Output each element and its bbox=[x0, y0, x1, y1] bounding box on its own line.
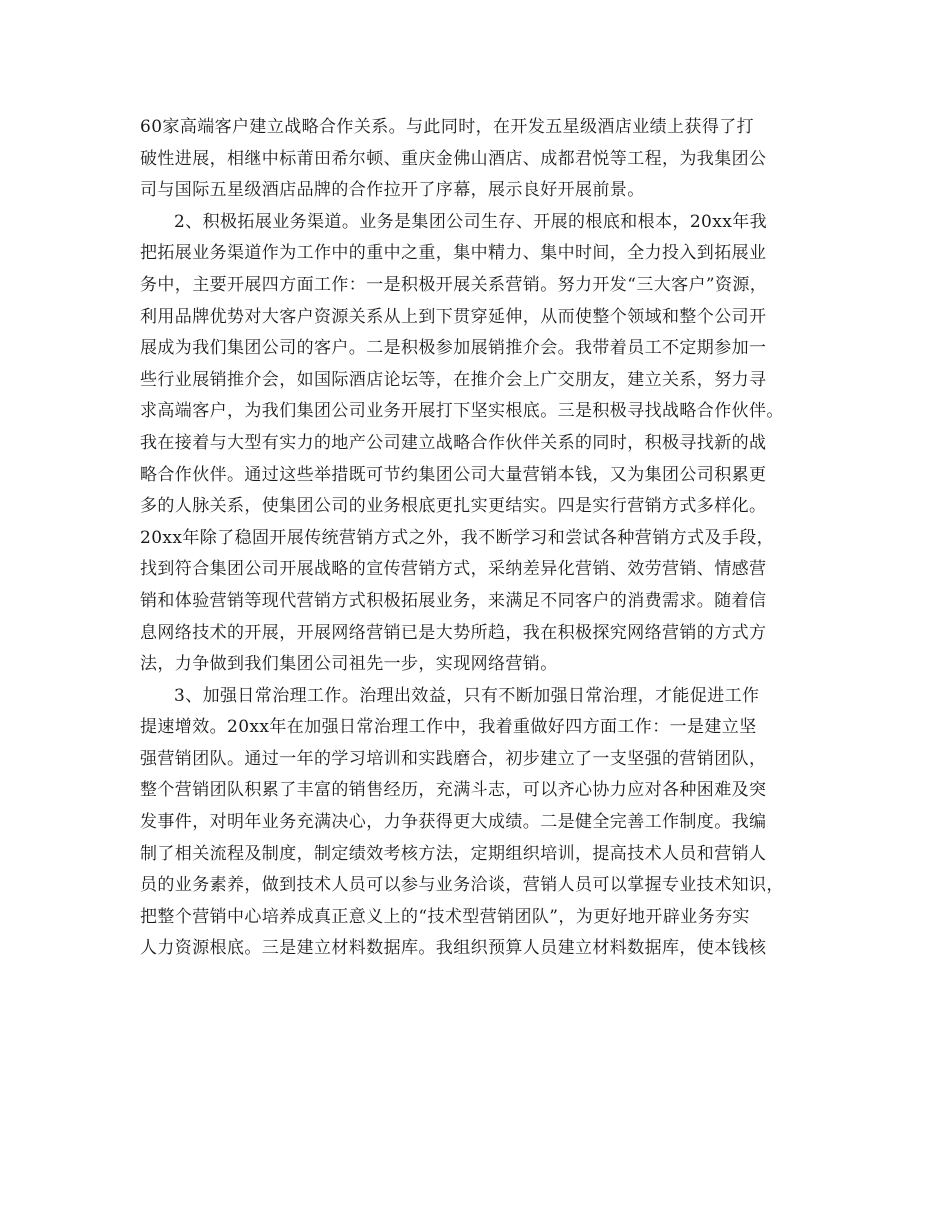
document-body bbox=[140, 112, 826, 965]
text-line: 找到符合集团公司开展战略的宣传营销方式，采纳差异化营销、效劳营销、情感营 bbox=[140, 559, 767, 580]
text-line: 把整个营销中心培养成真正意义上的“技术型营销团队”，为更好地开辟业务夯实 bbox=[140, 906, 750, 927]
paragraph-heading-line: 2、积极拓展业务渠道。业务是集团公司生存、开展的根底和根本，20xx年我 bbox=[174, 211, 768, 232]
text-line: 法，力争做到我们集团公司祖先一步，实现网络营销。 bbox=[140, 654, 558, 675]
text-line: 破性进展，相继中标莆田希尔顿、重庆金佛山酒店、成都君悦等工程，为我集团公 bbox=[140, 148, 767, 169]
text-line: 发事件，对明年业务充满决心，力争获得更大成绩。二是健全完善工作制度。我编 bbox=[140, 812, 767, 833]
text-line: 展成为我们集团公司的客户。二是积极参加展销推介会。我带着员工不定期参加一 bbox=[140, 338, 767, 359]
text-line: 提速增效。20xx年在加强日常治理工作中，我着重做好四方面工作：一是建立坚 bbox=[140, 717, 757, 738]
text-line: 我在接着与大型有实力的地产公司建立战略合作伙伴关系的同时，积极寻找新的战 bbox=[140, 432, 767, 453]
text-line: 利用品牌优势对大客户资源关系从上到下贯穿延伸，从而使整个领域和整个公司开 bbox=[140, 306, 767, 327]
paragraph-heading-line: 3、加强日常治理工作。治理出效益，只有不断加强日常治理，才能促进工作 bbox=[174, 685, 760, 706]
text-line: 司与国际五星级酒店品牌的合作拉开了序幕，展示良好开展前景。 bbox=[140, 180, 645, 201]
text-line: 求高端客户，为我们集团公司业务开展打下坚实根底。三是积极寻找战略合作伙伴。 bbox=[140, 401, 784, 422]
text-line: 整个营销团队积累了丰富的销售经历，充满斗志，可以齐心协力应对各种困难及突 bbox=[140, 780, 767, 801]
text-line: 些行业展销推介会，如国际酒店论坛等，在推介会上广交朋友，建立关系，努力寻 bbox=[140, 369, 767, 390]
text-line: 把拓展业务渠道作为工作中的重中之重，集中精力、集中时间，全力投入到拓展业 bbox=[140, 243, 767, 264]
text-line: 人力资源根底。三是建立材料数据库。我组织预算人员建立材料数据库，使本钱核 bbox=[140, 938, 767, 959]
text-line: 略合作伙伴。通过这些举措既可节约集团公司大量营销本钱，又为集团公司积累更 bbox=[140, 464, 767, 485]
text-line: 60家高端客户建立战略合作关系。与此同时，在开发五星级酒店业绩上获得了打 bbox=[140, 117, 755, 137]
text-line: 务中，主要开展四方面工作：一是积极开展关系营销。努力开发“三大客户”资源， bbox=[140, 274, 768, 295]
text-line: 强营销团队。通过一年的学习培训和实践磨合，初步建立了一支坚强的营销团队， bbox=[140, 748, 767, 769]
text-line: 销和体验营销等现代营销方式积极拓展业务，来满足不同客户的消费需求。随着信 bbox=[140, 590, 767, 611]
text-line: 制了相关流程及制度，制定绩效考核方法，定期组织培训，提高技术人员和营销人 bbox=[140, 843, 767, 864]
text-line: 多的人脉关系，使集团公司的业务根底更扎实更结实。四是实行营销方式多样化。 bbox=[140, 496, 767, 517]
text-line: 员的业务素养，做到技术人员可以参与业务洽谈，营销人员可以掌握专业技术知识， bbox=[140, 875, 784, 896]
text-line: 息网络技术的开展，开展网络营销已是大势所趋，我在积极探究网络营销的方式方 bbox=[140, 622, 767, 643]
text-line: 20xx年除了稳固开展传统营销方式之外，我不断学习和尝试各种营销方式及手段， bbox=[140, 527, 775, 548]
